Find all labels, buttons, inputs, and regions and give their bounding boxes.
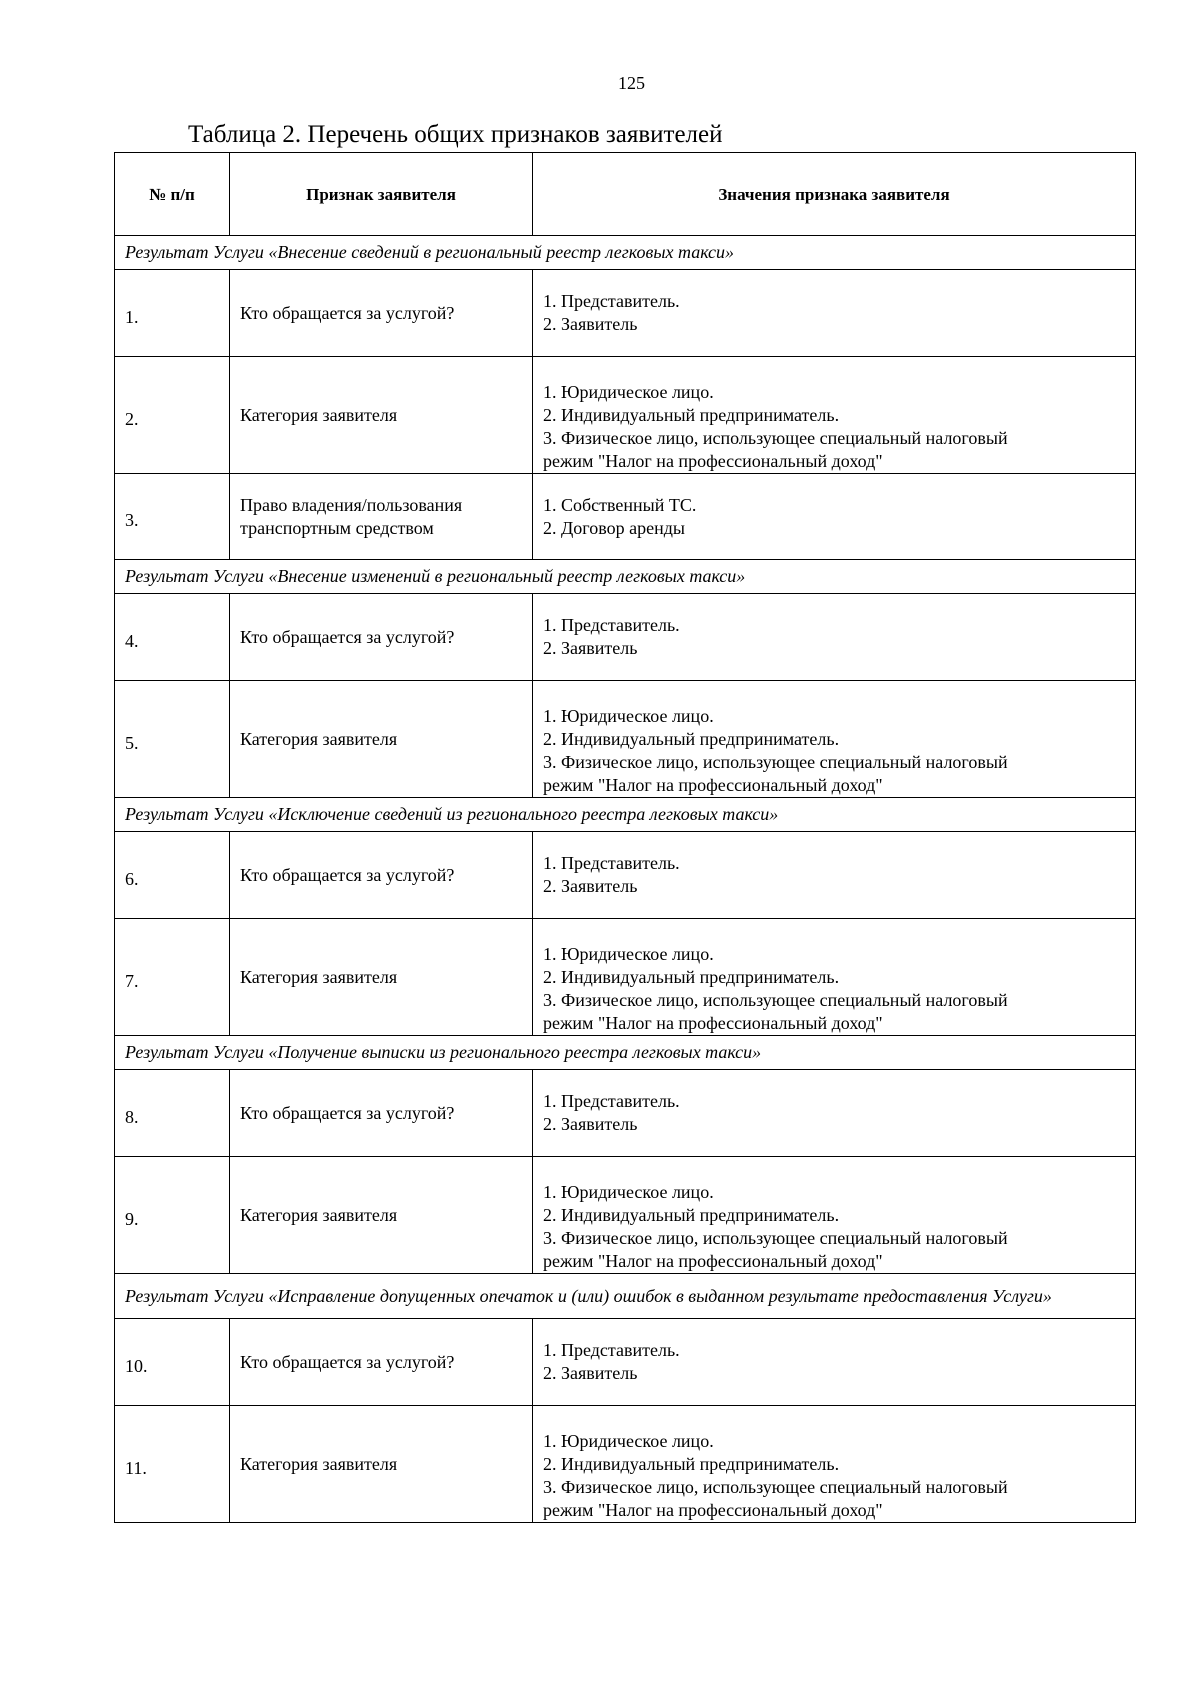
row-values [533,270,1136,357]
section-title: Результат Услуги «Внесение изменений в региональный реестр легковых такси» [115,560,1136,594]
value-line: режим "Налог на профессиональный доход" [543,1251,883,1271]
value-line: 3. Физическое лицо, использующее специальный налоговый [543,1477,1008,1497]
row-values [533,1406,1136,1523]
header-sign: Признак заявителя [230,153,533,236]
row-values [533,1070,1136,1157]
value-line: 2. Индивидуальный предприниматель. [543,1454,840,1474]
row-sign: Категория заявителя [230,1157,533,1274]
value-line: 3. Физическое лицо, использующее специальный налоговый [543,428,1008,448]
value-line: 1. Юридическое лицо. [543,706,714,726]
section-title: Результат Услуги «Получение выписки из регионального реестра легковых такси» [115,1036,1136,1070]
value-line: режим "Налог на профессиональный доход" [543,775,883,795]
row-sign: Кто обращается за услугой? [230,594,533,681]
row-number: 5. [115,681,230,798]
table-row [115,594,1136,681]
row-values [533,1319,1136,1406]
table-row [115,1070,1136,1157]
table-title: Таблица 2. Перечень общих признаков заявителей [188,121,723,148]
row-number: 2. [115,357,230,474]
row-number: 4. [115,594,230,681]
row-values [533,919,1136,1036]
row-sign: Кто обращается за услугой? [230,1070,533,1157]
value-line: 2. Заявитель [543,1363,638,1383]
table-row [115,357,1136,474]
row-sign: Категория заявителя [230,919,533,1036]
value-line: 2. Заявитель [543,638,638,658]
row-number: 10. [115,1319,230,1406]
row-values [533,357,1136,474]
page-number: 125 [618,73,645,93]
row-number: 6. [115,832,230,919]
row-sign: Кто обращается за услугой? [230,1319,533,1406]
value-line: 3. Физическое лицо, использующее специальный налоговый [543,752,1008,772]
row-number: 8. [115,1070,230,1157]
header-num: № п/п [115,153,230,236]
table-row [115,1319,1136,1406]
row-number: 9. [115,1157,230,1274]
sign-line: Право владения/пользования [240,494,463,515]
section-row [115,1036,1136,1070]
table-row [115,474,1136,560]
header-values: Значения признака заявителя [533,153,1136,236]
value-line: 1. Собственный ТС. [543,494,697,515]
value-line: 2. Заявитель [543,1114,638,1134]
section-row [115,236,1136,270]
value-line: 1. Представитель. [543,1091,680,1111]
value-line: режим "Налог на профессиональный доход" [543,1013,883,1033]
table-row [115,832,1136,919]
row-values [533,594,1136,681]
sign-line: транспортным средством [240,517,434,538]
value-line: 2. Индивидуальный предприниматель. [543,729,840,749]
row-number: 7. [115,919,230,1036]
row-sign [230,474,533,560]
row-values [533,474,1136,560]
row-number: 1. [115,270,230,357]
value-line: режим "Налог на профессиональный доход" [543,1500,883,1520]
table-header-row [115,153,1136,236]
table-row [115,270,1136,357]
table-row [115,1157,1136,1274]
value-line: 1. Юридическое лицо. [543,382,714,402]
value-line: 2. Индивидуальный предприниматель. [543,1205,840,1225]
value-line: 2. Заявитель [543,876,638,896]
table-row [115,1406,1136,1523]
row-values [533,1157,1136,1274]
value-line: 1. Представитель. [543,1340,680,1360]
value-line: режим "Налог на профессиональный доход" [543,451,883,471]
value-line: 1. Юридическое лицо. [543,1431,714,1451]
row-number: 3. [115,474,230,560]
row-values [533,681,1136,798]
section-title: Результат Услуги «Исправление допущенных опечаток и (или) ошибок в выданном результате предоставления Услуги» [115,1274,1136,1319]
row-sign: Категория заявителя [230,357,533,474]
row-number: 11. [115,1406,230,1523]
value-line: 2. Индивидуальный предприниматель. [543,405,840,425]
value-line: 1. Представитель. [543,291,680,311]
value-line: 2. Договор аренды [543,517,685,538]
value-line: 3. Физическое лицо, использующее специальный налоговый [543,1228,1008,1248]
section-title: Результат Услуги «Внесение сведений в региональный реестр легковых такси» [115,236,1136,270]
table-row [115,681,1136,798]
section-title: Результат Услуги «Исключение сведений из регионального реестра легковых такси» [115,798,1136,832]
value-line: 1. Представитель. [543,615,680,635]
value-line: 2. Индивидуальный предприниматель. [543,967,840,987]
value-line: 1. Юридическое лицо. [543,1182,714,1202]
row-sign: Категория заявителя [230,1406,533,1523]
row-sign: Кто обращается за услугой? [230,832,533,919]
table-row [115,919,1136,1036]
value-line: 2. Заявитель [543,314,638,334]
applicant-signs-table [114,152,1136,1523]
row-values [533,832,1136,919]
row-sign: Кто обращается за услугой? [230,270,533,357]
section-row [115,560,1136,594]
value-line: 3. Физическое лицо, использующее специальный налоговый [543,990,1008,1010]
value-line: 1. Представитель. [543,853,680,873]
section-row [115,1274,1136,1319]
row-sign: Категория заявителя [230,681,533,798]
section-row [115,798,1136,832]
value-line: 1. Юридическое лицо. [543,944,714,964]
